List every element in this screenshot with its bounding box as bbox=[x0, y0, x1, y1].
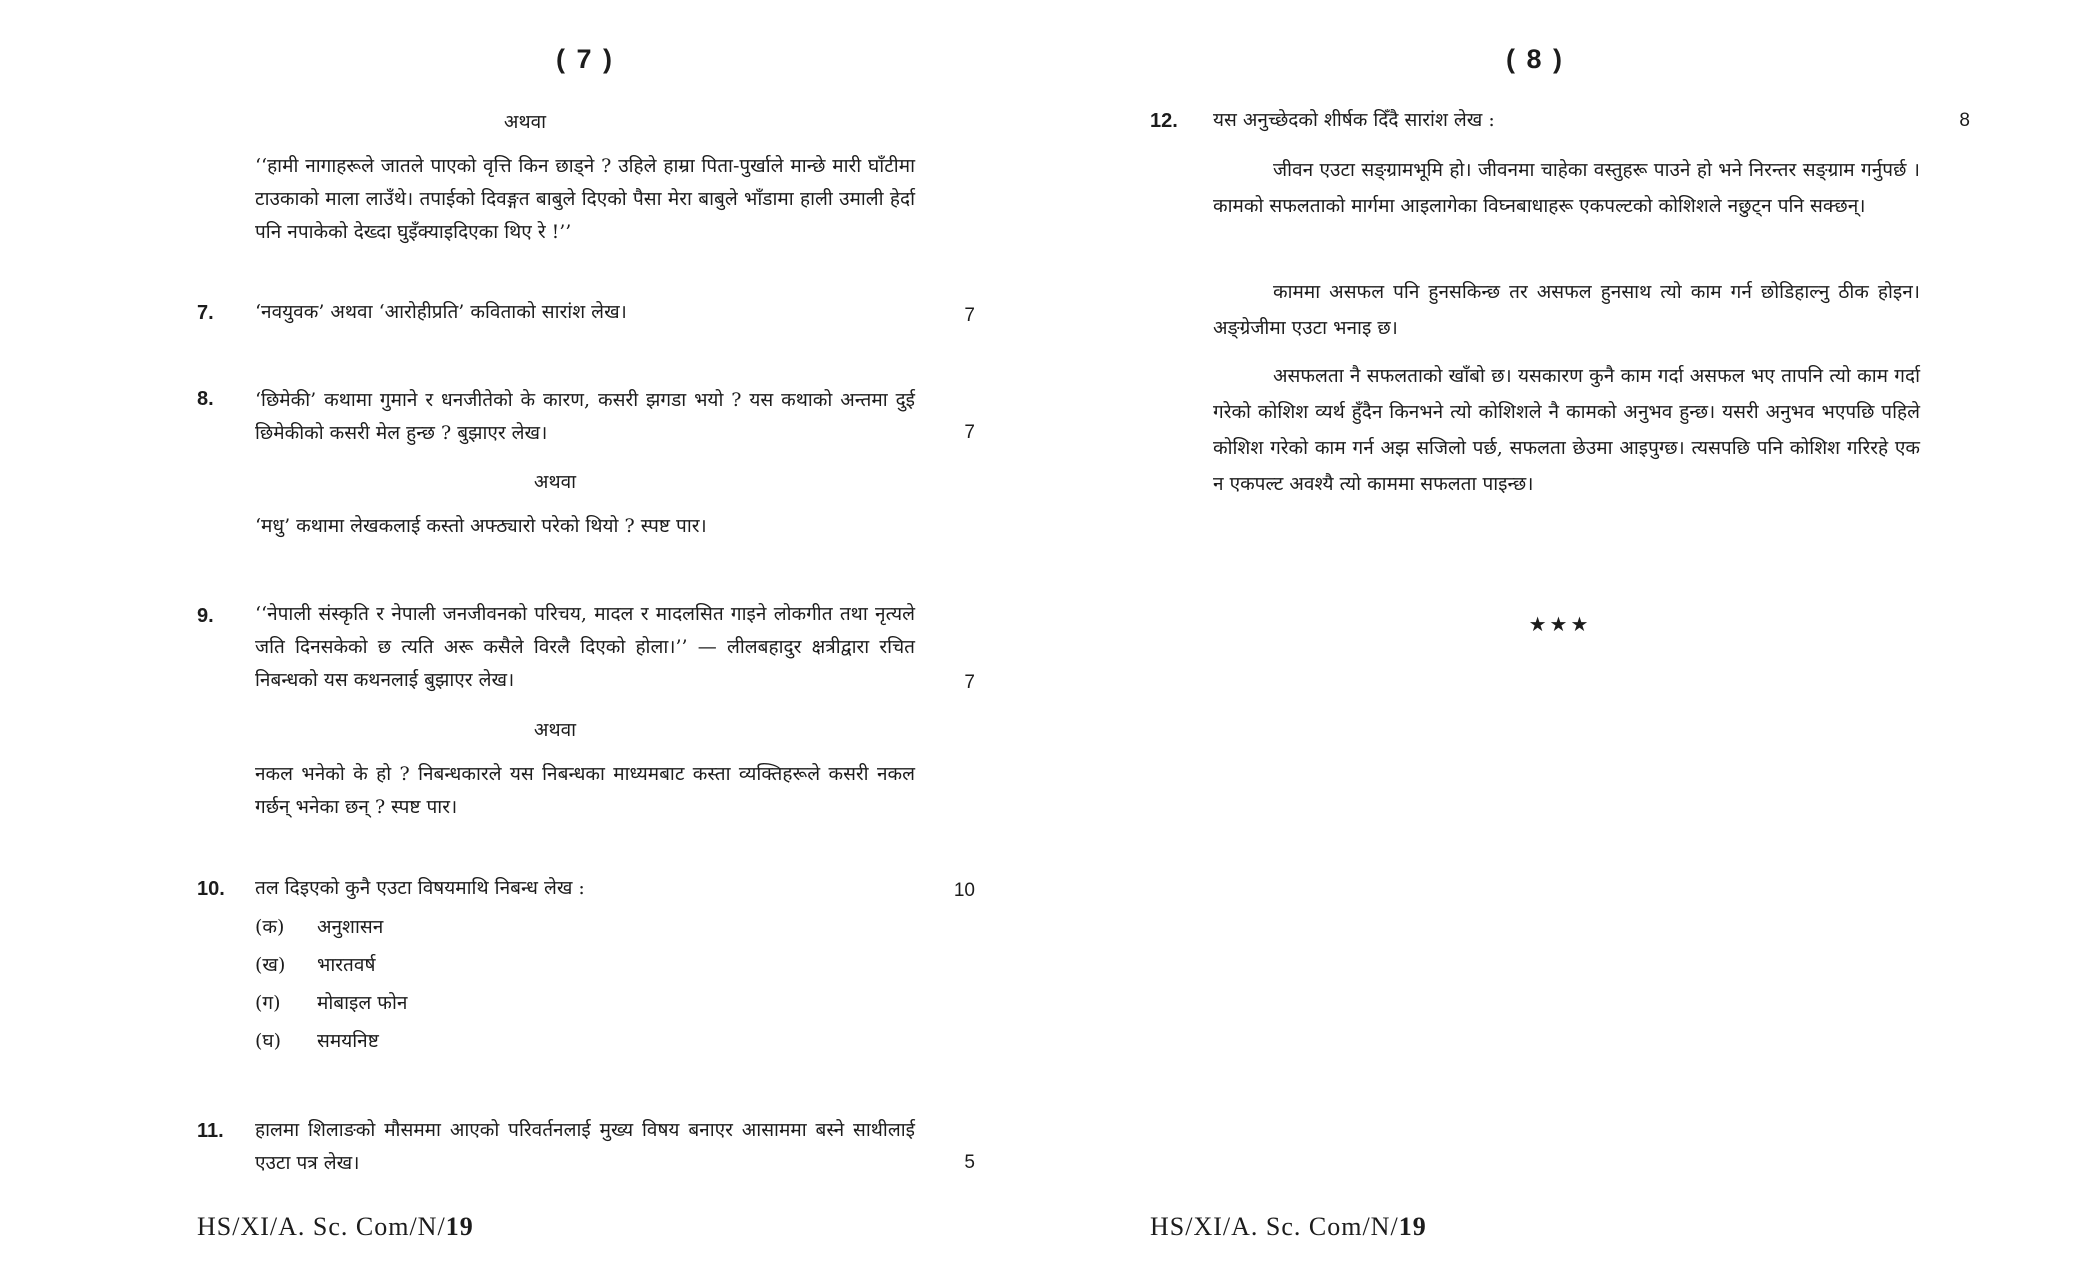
passage-paragraph-1: जीवन एउटा सङ्ग्रामभूमि हो। जीवनमा चाहेका वस्तुहरू पाउने हो भने निरन्तर सङ्ग्राम गर्नुपर्छ । कामको सफलताको मार्गमा आइलागेका विघ्नबाधाहरू एकपल्टको कोशिशले नछुट्न पनि सक्छन्। bbox=[1213, 159, 1920, 217]
footer-code-year: 19 bbox=[445, 1212, 474, 1241]
question-8-alt-text: ‘मधु’ कथामा लेखकलाई कस्तो अफ्ठ्यारो परेको थियो ? स्पष्ट पार। bbox=[255, 515, 707, 537]
passage-paragraph-2: काममा असफल पनि हुनसकिन्छ तर असफल हुनसाथ त्यो काम गर्न छोडिहाल्नु ठीक होइन। अङ्ग्रेजीमा एउटा भनाइ छ। bbox=[1213, 281, 1920, 339]
page-number-7: ( 7 ) bbox=[555, 44, 614, 74]
question-9-alt-text: नकल भनेको के हो ? निबन्धकारले यस निबन्धका माध्यमबाट कस्ता व्यक्तिहरूले कसरी नकल गर्छन् भनेका छन् ? स्पष्ट पार। bbox=[255, 763, 915, 818]
question-number-9: 9. bbox=[197, 605, 214, 627]
option-ga bbox=[255, 988, 407, 1018]
question-7-marks: 7 bbox=[964, 305, 975, 326]
option-ka-text: अनुशासन bbox=[317, 916, 384, 938]
option-gha bbox=[255, 1026, 379, 1056]
page-number-8: ( 8 ) bbox=[1505, 44, 1564, 74]
question-11-marks: 5 bbox=[964, 1152, 975, 1173]
option-kha bbox=[255, 950, 375, 980]
question-8-text: ‘छिमेकी’ कथामा गुमाने र धनजीतेको के कारण, कसरी झगडा भयो ? यस कथाको अन्तमा दुई छिमेकीको कसरी मेल हुन्छ ? बुझाएर लेख। bbox=[255, 389, 915, 444]
option-ka bbox=[255, 912, 383, 942]
option-kha-text: भारतवर्ष bbox=[317, 954, 376, 976]
option-kha-label: (ख) bbox=[255, 954, 286, 976]
question-7-text: ‘नवयुवक’ अथवा ‘आरोहीप्रति’ कविताको सारांश लेख। bbox=[255, 301, 627, 323]
question-12-text: यस अनुच्छेदको शीर्षक दिँदै सारांश लेख : bbox=[1213, 109, 1495, 131]
question-9-marks: 7 bbox=[964, 672, 975, 693]
question-12-marks: 8 bbox=[1959, 110, 1970, 131]
footer-code-text: HS/XI/A. Sc. Com/N/ bbox=[197, 1212, 446, 1241]
or-label-q9: अथवा bbox=[533, 719, 577, 741]
question-number-12: 12. bbox=[1150, 110, 1178, 132]
footer-code-text: HS/XI/A. Sc. Com/N/ bbox=[1150, 1212, 1399, 1241]
or-label-q6: अथवा bbox=[503, 111, 547, 133]
question-number-7: 7. bbox=[197, 302, 214, 324]
footer-code-right bbox=[1150, 1212, 1427, 1242]
option-gha-text: समयनिष्ट bbox=[317, 1030, 379, 1052]
or-label-q8: अथवा bbox=[533, 471, 577, 493]
option-ga-text: मोबाइल फोन bbox=[317, 992, 408, 1014]
question-number-11: 11. bbox=[197, 1120, 224, 1142]
question-10-marks: 10 bbox=[953, 880, 975, 901]
option-ga-label: (ग) bbox=[255, 992, 281, 1014]
footer-code-left bbox=[197, 1212, 474, 1242]
question-8-marks: 7 bbox=[964, 422, 975, 443]
question-number-8: 8. bbox=[197, 388, 214, 410]
page-8 bbox=[1050, 0, 2100, 1275]
question-9-text: ‘‘नेपाली संस्कृति र नेपाली जनजीवनको परिचय, मादल र मादलसित गाइने लोकगीत तथा नृत्यले जति दिनसकेको छ त्यति अरू कसैले विरलै दिएको होला।’’ — लीलबहादुर क्षत्रीद्वारा रचित निबन्धको यस कथनलाई बुझाएर लेख। bbox=[255, 603, 915, 691]
question-10-text: तल दिइएको कुनै एउटा विषयमाथि निबन्ध लेख : bbox=[255, 877, 585, 899]
option-gha-label: (घ) bbox=[255, 1030, 282, 1052]
passage-paragraph-3: असफलता नै सफलताको खाँबो छ। यसकारण कुनै काम गर्दा असफल भए तापनि त्यो काम गर्दा गरेको कोशिश व्यर्थ हुँदैन किनभने त्यो कोशिशले नै कामको अनुभव हुन्छ। यसरी अनुभव भएपछि पहिले कोशिश गरेको काम गर्न अझ सजिलो पर्छ, सफलता छेउमा आइपुग्छ। त्यसपछि पनि कोशिश गरिरहे एक न एकपल्ट अवश्यै त्यो काममा सफलता पाइन्छ। bbox=[1213, 365, 1920, 495]
question-number-10: 10. bbox=[197, 878, 225, 900]
end-of-paper-stars: ★★★ bbox=[1528, 612, 1592, 636]
option-ka-label: (क) bbox=[255, 916, 285, 938]
question-11-text: हालमा शिलाङको मौसममा आएको परिवर्तनलाई मुख्य विषय बनाएर आसाममा बस्ने साथीलाई एउटा पत्र लेख। bbox=[255, 1119, 915, 1174]
quote-passage: ‘‘हामी नागाहरूले जातले पाएको वृत्ति किन छाड्ने ? उहिले हाम्रा पिता-पुर्खाले मान्छे मारी घाँटीमा टाउकाको माला लाउँथे। तपाईको दिवङ्गत बाबुले दिएको पैसा मेरा बाबुले भाँडामा हाली उमाली हेर्दा पनि नपाकेको देख्दा घुइँक्याइदिएका थिए रे !’’ bbox=[255, 155, 915, 243]
footer-code-year: 19 bbox=[1398, 1212, 1427, 1241]
